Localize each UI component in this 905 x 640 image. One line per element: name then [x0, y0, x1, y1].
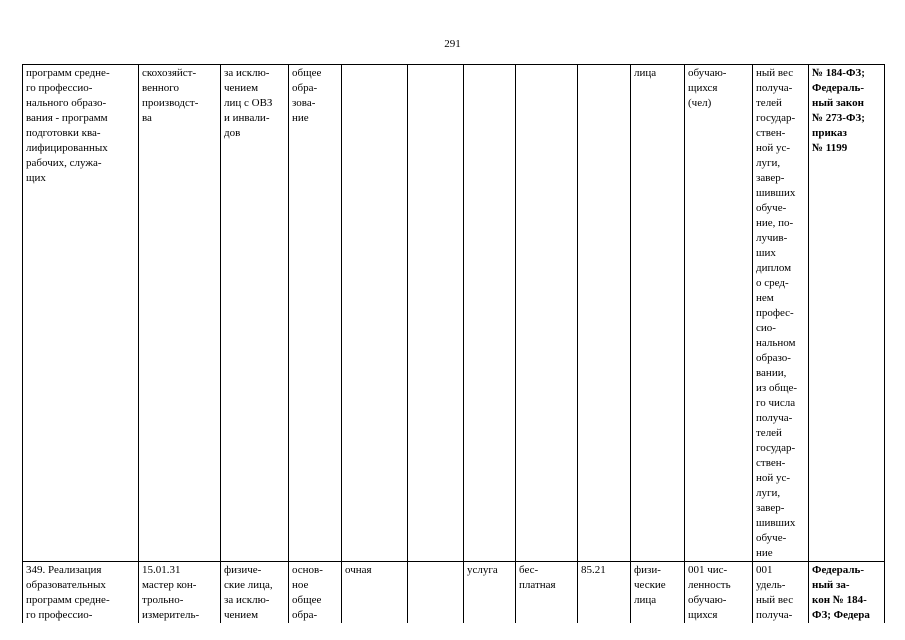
quality-indicator-cell: ный вес получа- телей государ- ствен- ной ус- луги, завер- шивших обуче- ние, по- лучив- ших диплом о сред- нем профес- сио- нальном образо- вании, из обще- го числа получа- телей государ- ствен- ной ус- луги, завер- шивших обуче- ние: [753, 65, 809, 562]
page-number: 291: [444, 38, 461, 50]
okved-cell: 85.21: [578, 562, 631, 624]
legal-basis-cell: Федераль- ный за- кон № 184- ФЗ; Федера: [809, 562, 885, 624]
specialty-cell: 15.01.31 мастер кон- трольно- измеритель-: [139, 562, 221, 624]
form-cell: очная: [342, 562, 408, 624]
table-row: [23, 562, 885, 624]
consumer-category-cell: за исклю- чением лиц с ОВЗ и инвали- дов: [221, 65, 289, 562]
payment-cell: бес- платная: [516, 562, 578, 624]
legal-basis-cell: № 184-ФЗ; Федераль- ный закон № 273-ФЗ; приказ № 1199: [809, 65, 885, 562]
table-row: [23, 65, 885, 562]
recipients-cell: физи- ческие лица: [631, 562, 685, 624]
service-type-cell: [464, 65, 516, 562]
services-registry-table: [22, 64, 885, 623]
empty-cell: [408, 65, 464, 562]
form-cell: [342, 65, 408, 562]
payment-cell: [516, 65, 578, 562]
recipients-cell: лица: [631, 65, 685, 562]
service-name-cell: программ средне- го профессио- нального образо- вания - программ подготовки ква- лифицированных рабочих, служа- щих: [23, 65, 139, 562]
volume-indicator-cell: обучаю- щихся (чел): [685, 65, 753, 562]
education-level-cell: общее обра- зова- ние: [289, 65, 342, 562]
education-level-cell: основ- ное общее обра-: [289, 562, 342, 624]
specialty-cell: скохозяйст- венного производст- ва: [139, 65, 221, 562]
consumer-category-cell: физиче- ские лица, за исклю- чением: [221, 562, 289, 624]
okved-cell: [578, 65, 631, 562]
quality-indicator-cell: 001 удель- ный вес получа-: [753, 562, 809, 624]
empty-cell: [408, 562, 464, 624]
service-name-cell: 349. Реализация образовательных программ средне- го профессио-: [23, 562, 139, 624]
service-type-cell: услуга: [464, 562, 516, 624]
volume-indicator-cell: 001 чис- ленность обучаю- щихся: [685, 562, 753, 624]
